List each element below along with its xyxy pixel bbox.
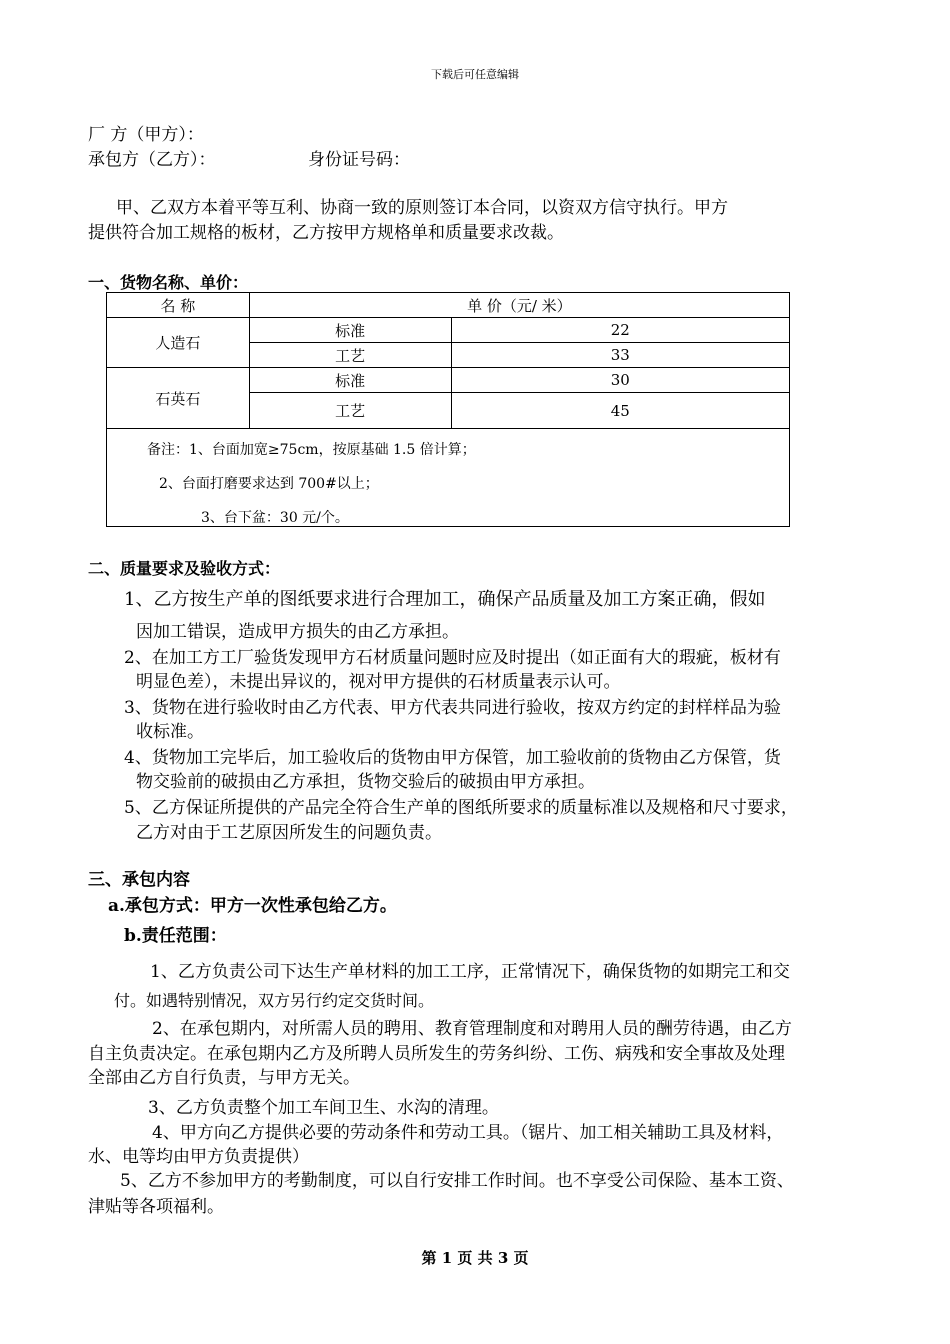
intro-line-2: 提供符合加工规格的板材，乙方按甲方规格单和质量要求改裁。	[88, 223, 564, 243]
scope-line-4: 自主负责决定。在承包期内乙方及所聘人员所发生的劳务纠纷、工伤、病残和安全事故及处理	[88, 1044, 785, 1064]
quality-item-1-line-2: 因加工错误，造成甲方损失的由乙方承担。	[136, 622, 459, 642]
scope-line-10: 津贴等各项福利。	[88, 1197, 224, 1217]
scope-line-3: 2、在承包期内，对所需人员的聘用、教育管理制度和对聘用人员的酬劳待遇，由乙方	[152, 1019, 792, 1039]
quality-item-1-line-1: 1、乙方按生产单的图纸要求进行合理加工，确保产品质量及加工方案正确，假如	[124, 589, 766, 610]
note-1: 备注：1、台面加宽≥75cm，按原基础 1.5 倍计算；	[147, 442, 476, 458]
price-cell: 45	[451, 393, 790, 429]
note-2: 2、台面打磨要求达到 700#以上；	[159, 476, 379, 492]
table-row	[107, 318, 790, 343]
table-header-row	[107, 293, 790, 318]
scope-line-1: 1、乙方负责公司下达生产单材料的加工工序，正常情况下，确保货物的如期完工和交	[150, 962, 790, 982]
price-cell: 33	[451, 343, 790, 368]
quality-item-2-line-1: 2、在加工方工厂验货发现甲方石材质量问题时应及时提出（如正面有大的瑕疵，板材有	[124, 648, 781, 668]
header-note: 下载后可任意编辑	[431, 68, 519, 81]
section-3-sub-b: b.责任范围：	[124, 926, 227, 946]
quality-item-2-line-2: 明显色差），未提出异议的，视对甲方提供的石材质量表示认可。	[136, 672, 621, 692]
material-cell: 人造石	[107, 318, 250, 368]
grade-cell: 标准	[249, 318, 451, 343]
quality-item-5-line-1: 5、乙方保证所提供的产品完全符合生产单的图纸所要求的质量标准以及规格和尺寸要求，	[124, 798, 798, 818]
column-header-price: 单 价（元/ 米）	[249, 293, 789, 318]
quality-item-4-line-2: 物交验前的破损由乙方承担，货物交验后的破损由甲方承担。	[136, 772, 595, 792]
price-cell: 22	[451, 318, 790, 343]
quality-item-3-line-1: 3、货物在进行验收时由乙方代表、甲方代表共同进行验收，按双方约定的封样样品为验	[124, 698, 781, 718]
quality-item-4-line-1: 4、货物加工完毕后，加工验收后的货物由甲方保管，加工验收前的货物由乙方保管，货	[124, 748, 781, 768]
scope-line-6: 3、乙方负责整个加工车间卫生、水沟的清理。	[148, 1098, 499, 1118]
table-row	[107, 368, 790, 393]
scope-line-2: 付。如遇特别情况，双方另行约定交货时间。	[114, 991, 435, 1010]
notes-cell	[107, 429, 790, 527]
scope-line-5: 全部由乙方自行负责，与甲方无关。	[88, 1068, 360, 1088]
section-2-title: 二、质量要求及验收方式：	[88, 559, 281, 578]
grade-cell: 工艺	[249, 393, 451, 429]
note-3: 3、台下盆：30 元/个。	[201, 510, 349, 526]
intro-line-1: 甲、乙双方本着平等互利、协商一致的原则签订本合同，以资双方信守执行。甲方	[116, 198, 728, 218]
scope-line-9: 5、乙方不参加甲方的考勤制度，可以自行安排工作时间。也不享受公司保险、基本工资、	[120, 1171, 794, 1191]
page-number: 第 1 页 共 3 页	[421, 1249, 529, 1267]
column-header-name: 名 称	[107, 293, 250, 318]
scope-line-7: 4、甲方向乙方提供必要的劳动条件和劳动工具。（锯片、加工相关辅助工具及材料，	[152, 1123, 784, 1143]
section-3-title: 三、承包内容	[88, 870, 190, 890]
section-1-title: 一、货物名称、单价：	[88, 273, 249, 292]
grade-cell: 标准	[249, 368, 451, 393]
id-number-label: 身份证号码：	[308, 150, 410, 170]
price-table	[106, 292, 790, 527]
quality-item-5-line-2: 乙方对由于工艺原因所发生的问题负责。	[136, 823, 442, 843]
grade-cell: 工艺	[249, 343, 451, 368]
price-cell: 30	[451, 368, 790, 393]
quality-item-3-line-2: 收标准。	[136, 722, 204, 742]
party-b-label: 承包方（乙方）：	[88, 150, 216, 170]
section-3-sub-a: a.承包方式：甲方一次性承包给乙方。	[108, 896, 397, 916]
material-cell: 石英石	[107, 368, 250, 429]
notes-row	[107, 429, 790, 527]
scope-line-8: 水、电等均由甲方负责提供）	[88, 1147, 309, 1167]
party-a-label: 厂 方（甲方）：	[88, 125, 204, 145]
